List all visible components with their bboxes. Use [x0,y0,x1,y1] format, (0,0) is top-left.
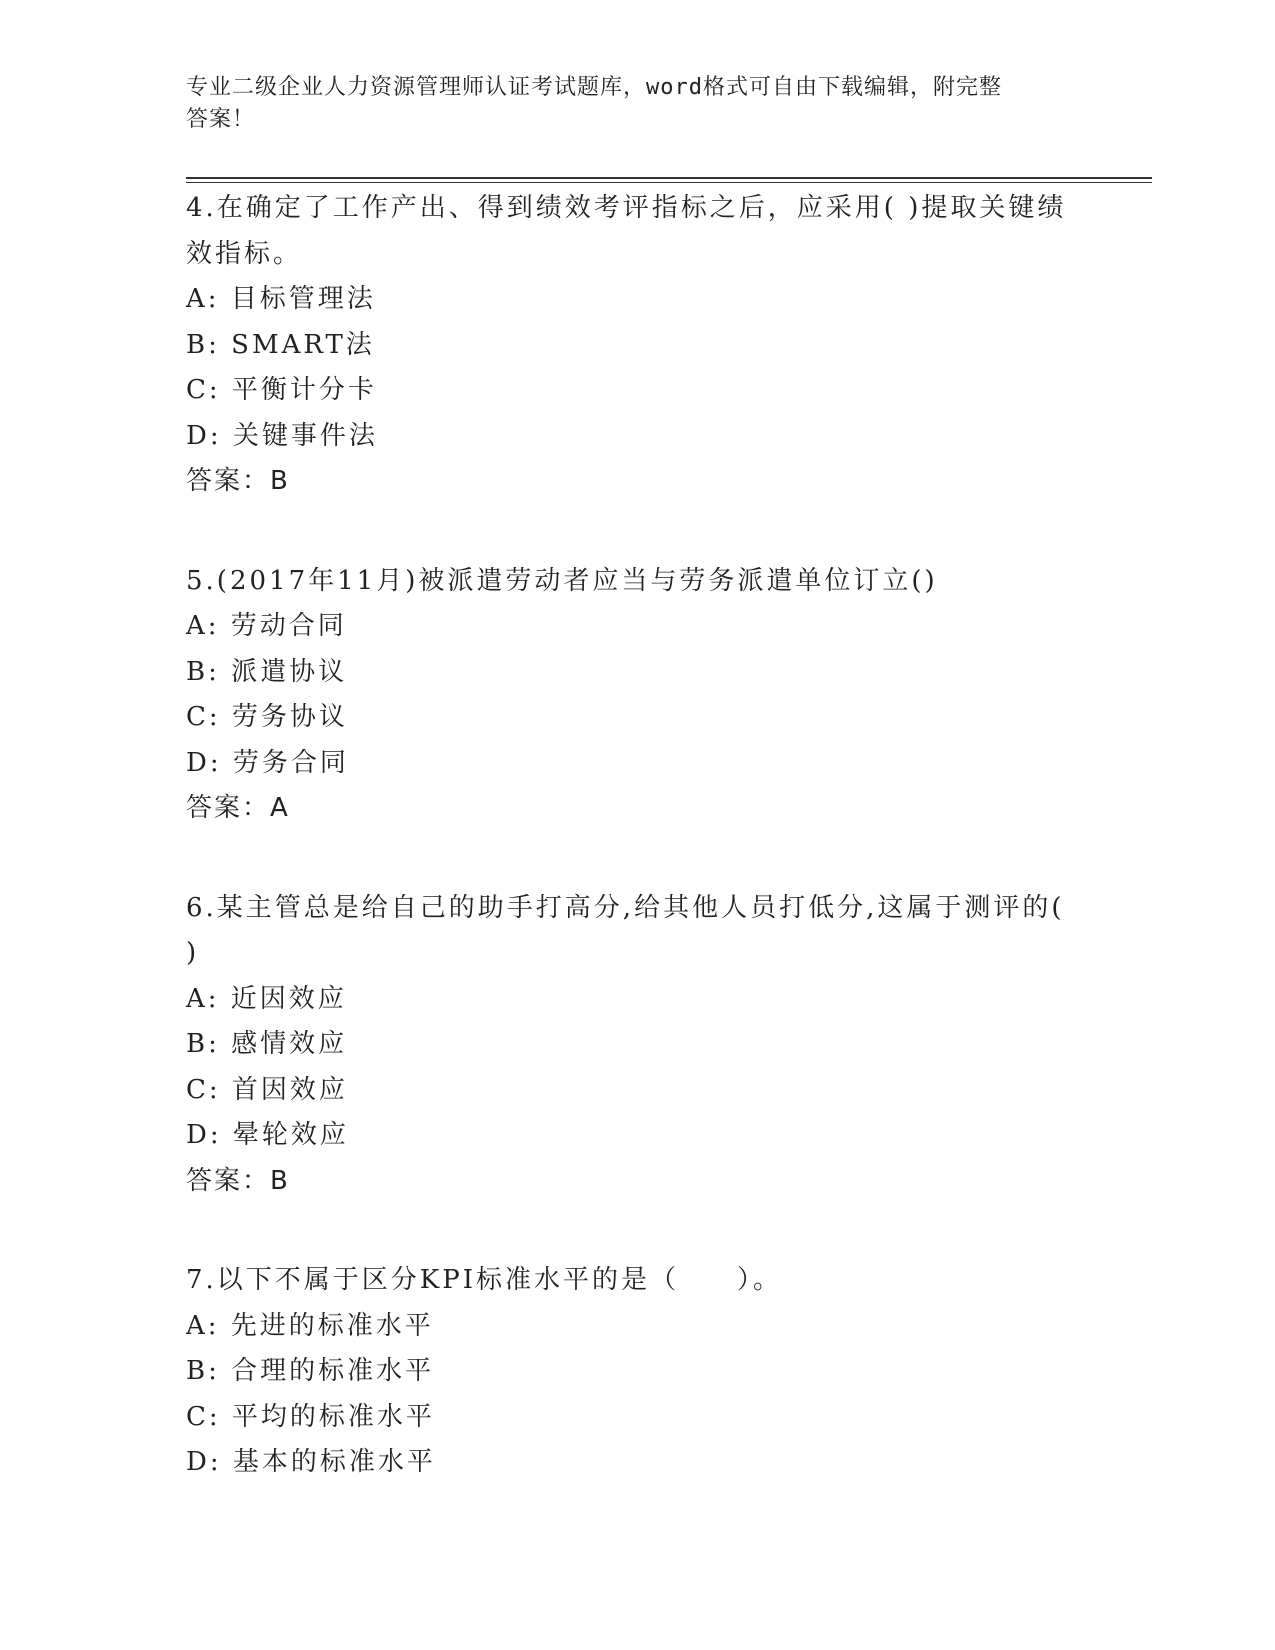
question-stem: 5.(2017年11月)被派遣劳动者应当与劳务派遣单位订立() [186,565,938,596]
option-b: B: 合理的标准水平 [186,1356,435,1386]
option-d: D: 关键事件法 [186,420,378,451]
answer-line: 答案：A [186,793,290,823]
option-c: C: 首因效应 [186,1074,348,1105]
option-a: A: 先进的标准水平 [186,1310,434,1341]
question-stem: ) [186,938,200,968]
header-line-2: 答案！ [186,107,256,132]
option-a: A: 目标管理法 [186,284,376,314]
option-b: B: 派遣协议 [186,656,348,687]
option-b: B: 感情效应 [186,1029,348,1059]
question-4 [186,186,1086,505]
option-d: D: 劳务合同 [186,747,349,778]
question-stem: 4.在确定了工作产出、得到绩效考评指标之后，应采用( )提取关键绩 [186,193,1067,223]
document-header [186,72,1086,136]
question-stem: 效指标。 [186,238,303,269]
question-list [186,186,1086,1540]
header-divider-thin [186,182,1152,183]
answer-line: 答案：B [186,1165,290,1196]
header-line-1: 专业二级企业人力资源管理师认证考试题库，word格式可自由下载编辑，附完整 [186,75,1002,100]
option-c: C: 平均的标准水平 [186,1401,435,1432]
question-5 [186,559,1086,832]
option-d: D: 晕轮效应 [186,1120,349,1150]
option-d: D: 基本的标准水平 [186,1447,436,1477]
option-b: B: SMART法 [186,329,375,360]
question-stem: 6.某主管总是给自己的助手打高分,给其他人员打低分,这属于测评的( [186,892,1065,923]
option-a: A: 劳动合同 [186,611,347,641]
option-c: C: 平衡计分卡 [186,375,377,405]
answer-line: 答案：B [186,466,290,496]
option-c: C: 劳务协议 [186,702,348,732]
question-7 [186,1258,1086,1486]
option-a: A: 近因效应 [186,983,347,1014]
question-stem: 7.以下不属于区分KPI标准水平的是（ ）。 [186,1265,782,1295]
question-6 [186,886,1086,1205]
header-divider-thick [186,177,1152,179]
